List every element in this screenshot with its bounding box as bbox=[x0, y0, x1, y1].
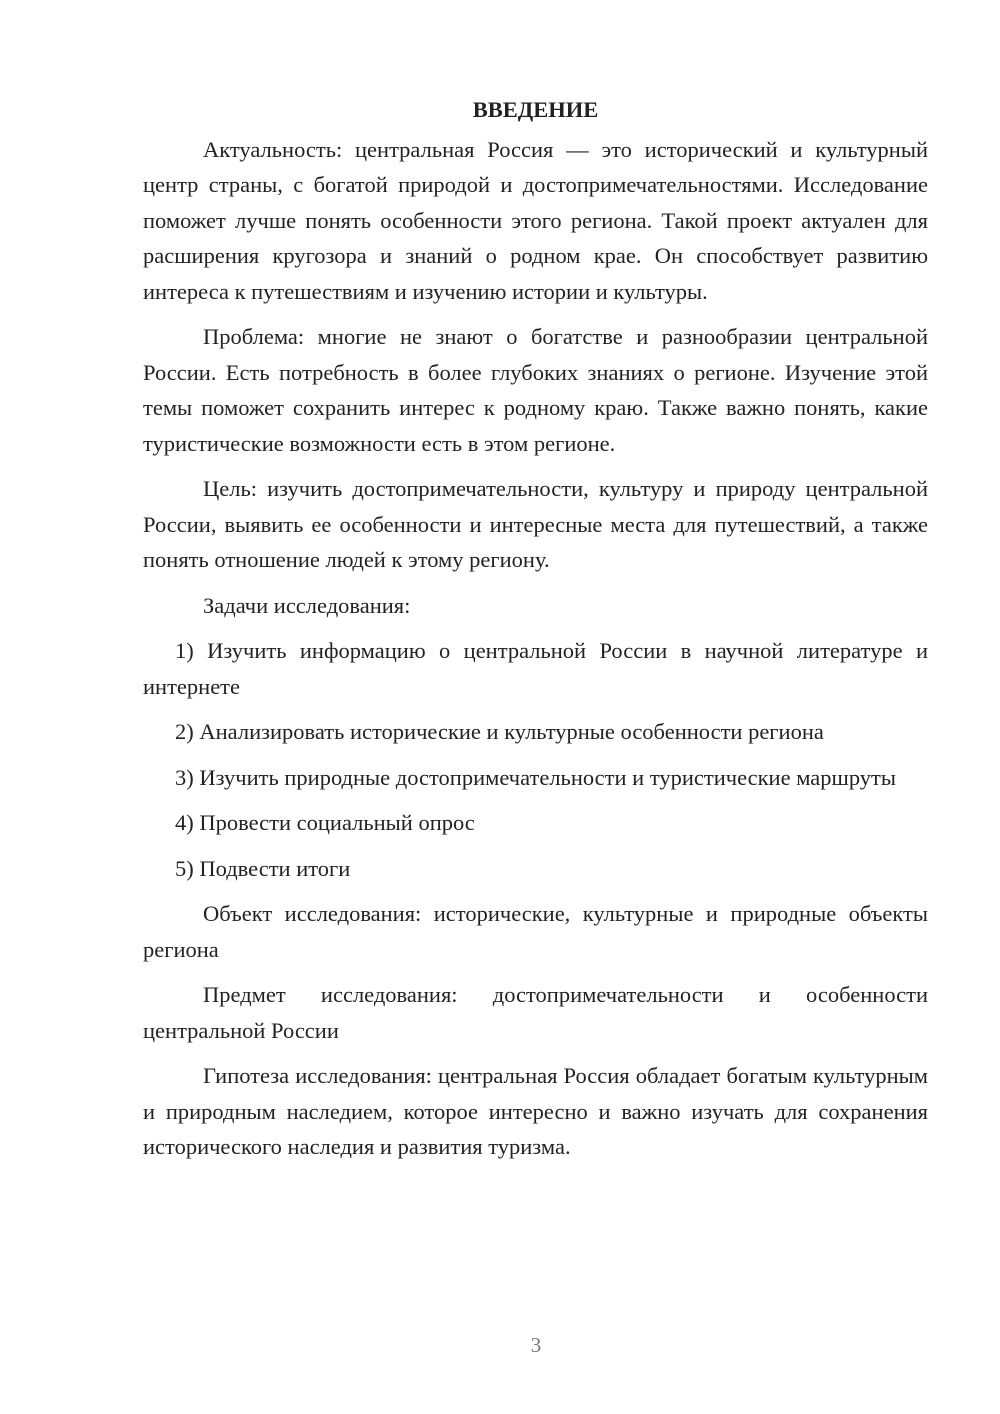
paragraph-relevance: Актуальность: центральная Россия — это исторический и культурный центр страны, с богатой природой и достопримечательностями. Исследование поможет лучше понять особенности этого региона. Такой проект актуален для расширения кругозора и знаний о родном крае. Он способствует развитию интереса к путешествиям и изучению истории и культуры. bbox=[143, 136, 928, 304]
paragraph-object: Объект исследования: исторические, культурные и природные объекты региона bbox=[143, 901, 928, 962]
tasks-heading: Задачи исследования: bbox=[203, 592, 411, 618]
page-title: ВВЕДЕНИЕ bbox=[472, 97, 599, 122]
task-item-4: 4) Провести социальный опрос bbox=[175, 810, 475, 835]
task-item-3: 3) Изучить природные достопримечательности и туристические маршруты bbox=[175, 764, 896, 790]
page-number: 3 bbox=[530, 1333, 542, 1357]
task-item-2: 2) Анализировать исторические и культурные особенности региона bbox=[175, 719, 824, 744]
paragraph-problem: Проблема: многие не знают о богатстве и разнообразии центральной России. Есть потребность в более глубоких знаниях о регионе. Изучение этой темы поможет сохранить интерес к родному краю. Также важно понять, какие туристические возможности есть в этом регионе. bbox=[143, 324, 928, 456]
paragraph-subject: Предмет исследования: достопримечательности и особенности центральной России bbox=[143, 982, 928, 1043]
task-item-1: 1) Изучить информацию о центральной России в научной литературе и интернете bbox=[143, 638, 928, 699]
task-list bbox=[143, 633, 928, 886]
paragraph-hypothesis: Гипотеза исследования: центральная Россия обладает богатым культурным и природным наследием, которое интересно и важно изучать для сохранения исторического наследия и развития туризма. bbox=[143, 1063, 928, 1159]
task-item-5: 5) Подвести итоги bbox=[175, 855, 351, 881]
page-content bbox=[143, 92, 928, 1175]
paragraph-goal: Цель: изучить достопримечательности, культуру и природу центральной России, выявить ее особенности и интересные места для путешествий, а также понять отношение людей к этому региону. bbox=[143, 476, 928, 572]
